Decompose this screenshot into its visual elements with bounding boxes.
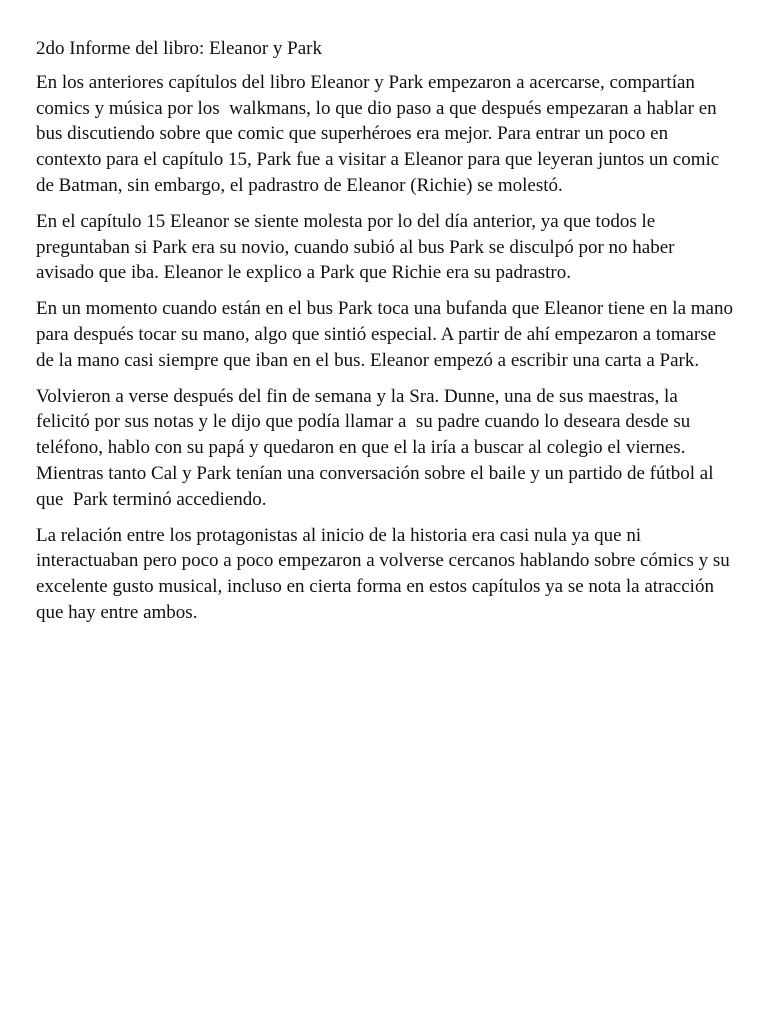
paragraph-2: En el capítulo 15 Eleanor se siente molesta por lo del día anterior, ya que todos le preguntaban si Park era su novio, cuando subió al bus Park se disculpó por no haber avisado que iba. Eleanor le explico a Park que Richie era su padrastro. bbox=[36, 210, 680, 284]
paragraph-4: Volvieron a verse después del fin de semana y la Sra. Dunne, una de sus maestras, la felicitó por sus notas y le dijo que podía llamar a su padre cuando lo deseara desde su teléfono, hablo con su papá y quedaron en que el la iría a buscar al colegio el viernes. Mientras tanto Cal y Park tenían una conversación sobre el baile y un partido de fútbol al que Park terminó accediendo. bbox=[36, 385, 719, 510]
document-page bbox=[36, 36, 736, 636]
document-title: 2do Informe del libro: Eleanor y Park bbox=[36, 38, 322, 59]
paragraph-3: En un momento cuando están en el bus Park toca una bufanda que Eleanor tiene en la mano para después tocar su mano, algo que sintió especial. A partir de ahí empezaron a tomarse de la mano casi siempre que iban en el bus. Eleanor empezó a escribir una carta a Park. bbox=[36, 298, 738, 371]
paragraph-5: La relación entre los protagonistas al inicio de la historia era casi nula ya que ni interactuaban pero poco a poco empezaron a volverse cercanos hablando sobre cómics y su excelente gusto musical, incluso en cierta forma en estos capítulos ya se nota la atracción que hay entre ambos. bbox=[36, 524, 735, 623]
paragraph-1: En los anteriores capítulos del libro Eleanor y Park empezaron a acercarse, compartían comics y música por los walkmans, lo que dio paso a que después empezaran a hablar en bus discutiendo sobre que comic que superhéroes era mejor. Para entrar un poco en contexto para el capítulo 15, Park fue a visitar a Eleanor para que leyeran juntos un comic de Batman, sin embargo, el padrastro de Eleanor (Richie) se molestó. bbox=[36, 71, 724, 196]
